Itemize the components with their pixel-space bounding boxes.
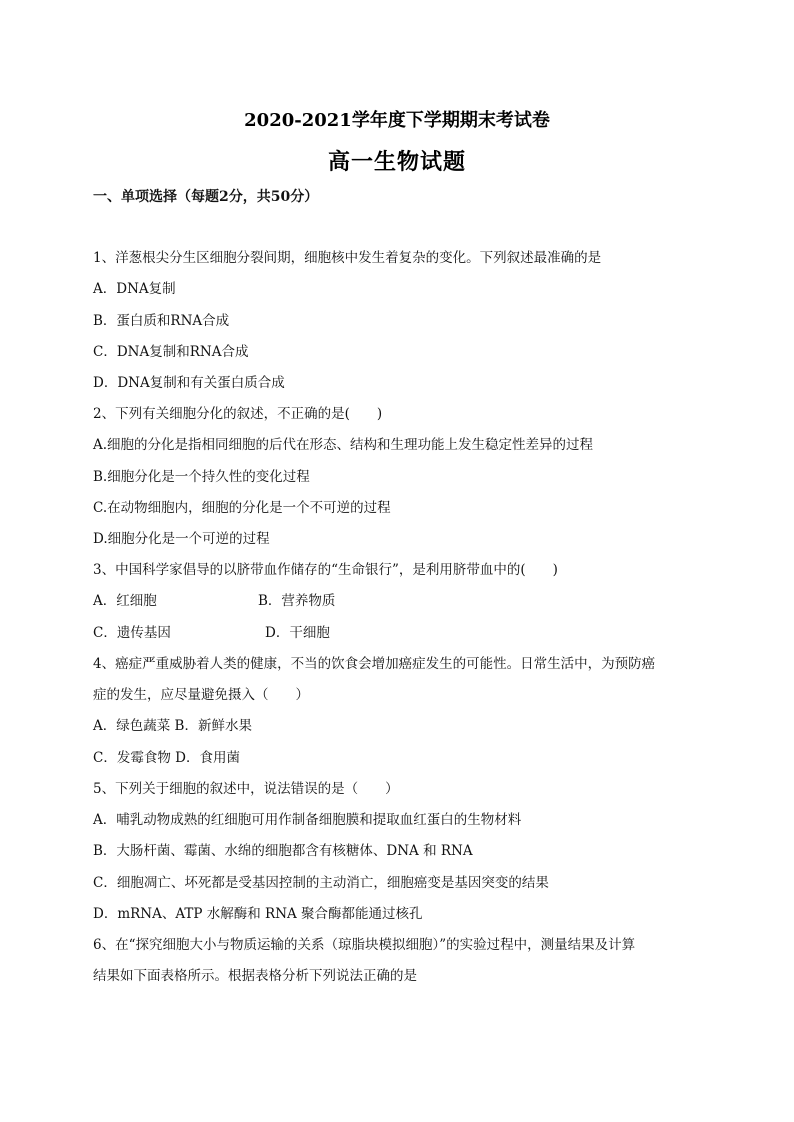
exam-title: 2020-2021学年度下学期期末考试卷 <box>244 110 550 131</box>
question-3-option-a: A．红细胞 <box>93 593 157 609</box>
question-5-option-b: B．大肠杆菌、霉菌、水绵的细胞都含有核糖体、DNA 和 RNA <box>93 843 473 859</box>
question-5-stem: 5、下列关于细胞的叙述中，说法错误的是（ ） <box>93 781 399 797</box>
question-2-option-d: D.细胞分化是一个可逆的过程 <box>93 531 270 547</box>
question-5-option-d: D．mRNA、ATP 水解酶和 RNA 聚合酶都能通过核孔 <box>93 906 423 922</box>
question-4-option-ab: A．绿色蔬菜 B．新鲜水果 <box>93 718 252 734</box>
question-4-stem-line-2: 症的发生，应尽量避免摄入（ ） <box>93 687 309 703</box>
question-3-option-b: B．营养物质 <box>258 593 336 609</box>
question-6-stem-line-1: 6、在“探究细胞大小与物质运输的关系（琼脂块模拟细胞）”的实验过程中，测量结果及计算 <box>93 937 636 953</box>
question-2-option-c: C.在动物细胞内，细胞的分化是一个不可逆的过程 <box>93 500 391 516</box>
question-5-option-a: A．哺乳动物成熟的红细胞可用作制备细胞膜和提取血红蛋白的生物材料 <box>93 812 522 828</box>
exam-subtitle: 高一生物试题 <box>327 149 466 175</box>
question-2-option-a: A.细胞的分化是指相同细胞的后代在形态、结构和生理功能上发生稳定性差异的过程 <box>93 437 594 453</box>
question-1-option-b: B．蛋白质和RNA合成 <box>93 313 230 329</box>
question-4-option-cd: C．发霉食物 D．食用菌 <box>93 750 240 766</box>
question-4-stem-line-1: 4、癌症严重威胁着人类的健康，不当的饮食会增加癌症发生的可能性。日常生活中，为预防癌 <box>93 656 656 672</box>
question-1-option-c: C．DNA复制和RNA合成 <box>93 344 249 360</box>
question-2-stem: 2、下列有关细胞分化的叙述，不正确的是( ) <box>93 406 383 422</box>
question-5-option-c: C．细胞凋亡、坏死都是受基因控制的主动消亡，细胞癌变是基因突变的结果 <box>93 875 549 891</box>
question-2-option-b: B.细胞分化是一个持久性的变化过程 <box>93 469 310 485</box>
question-1-stem: 1、洋葱根尖分生区细胞分裂间期，细胞核中发生着复杂的变化。下列叙述最准确的是 <box>93 250 602 266</box>
section-heading: 一、单项选择（每题2分，共50分） <box>93 189 319 205</box>
question-3-option-d: D．干细胞 <box>265 625 330 641</box>
question-3-option-c: C．遗传基因 <box>93 625 171 641</box>
question-1-option-d: D．DNA复制和有关蛋白质合成 <box>93 375 285 391</box>
question-1-option-a: A．DNA复制 <box>93 281 176 297</box>
question-3-stem: 3、中国科学家倡导的以脐带血作储存的“生命银行”，是利用脐带血中的( ) <box>93 562 558 578</box>
question-6-stem-line-2: 结果如下面表格所示。根据表格分析下列说法正确的是 <box>93 968 417 984</box>
